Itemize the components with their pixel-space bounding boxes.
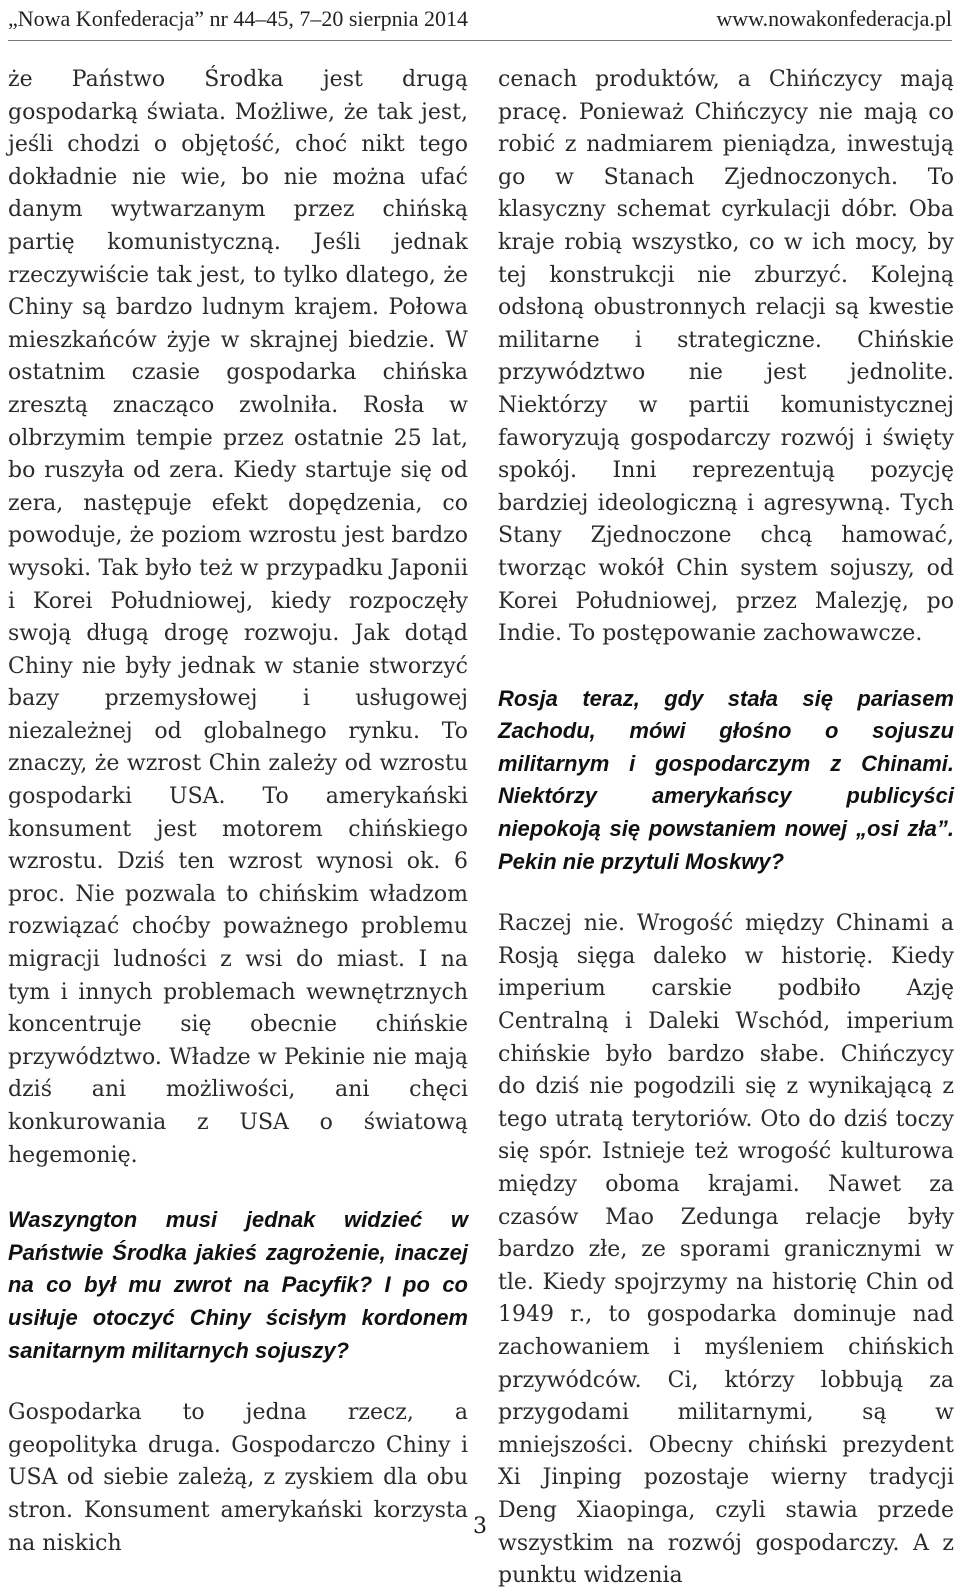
left-column bbox=[8, 64, 468, 1560]
right-column bbox=[498, 64, 954, 1593]
header-publication: „Nowa Konfederacja” nr 44–45, 7–20 sierpnia 2014 bbox=[8, 6, 469, 31]
interview-question: Rosja teraz, gdy stała się pariasem Zachodu, mówi głośno o sojuszu militarnym i gospodarczym z Chinami. Niektórzy amerykańscy publicyści niepokoją się powstaniem nowej „osi zła”. Pekin nie przytuli Moskwy? bbox=[498, 685, 954, 874]
header-website: www.nowakonfederacja.pl bbox=[716, 6, 952, 31]
body-paragraph: że Państwo Środka jest drugą gospodarką świata. Możliwe, że tak jest, jeśli chodzi o objętość, choć nikt tego dokładnie nie wie, bo nie można ufać danym wytwarzanym przez chińską partię komunistyczną. Jeśli jednak rzeczywiście tak jest, to tylko dlatego, że Chiny są bardzo ludnym krajem. Połowa mieszkańców żyje w skrajnej biedzie. W ostatnim czasie gospodarka chińska zresztą znacząco zwolniła. Rosła w olbrzymim tempie przez ostatnie 25 lat, bo ruszyła od zera. Kiedy startuje się od zera, następuje efekt dopędzenia, co powoduje, że poziom wzrostu jest bardzo wysoki. Tak było też w przypadku Japonii i Korei Południowej, kiedy rozpoczęły swoją długą drogę rozwoju. Jak dotąd Chiny nie były jednak w stanie stworzyć bazy przemysłowej i usługowej niezależnej od globalnego rynku. To znaczy, że wzrost Chin zależy od wzrostu gospodarki USA. To amerykański konsument jest motorem chińskiego wzrostu. Dziś ten wzrost wynosi ok. 6 proc. Nie pozwala to chińskim władzom rozwiązać choćby poważnego problemu migracji ludności z wsi do miast. I na tym i innych problemach wewnętrznych koncentruje się obecnie chińskie przywództwo. Władze w Pekinie nie mają dziś ani możliwości, ani chęci konkurowania z USA o światową hegemonię. bbox=[8, 67, 468, 1168]
body-paragraph: cenach produktów, a Chińczycy mają pracę. Ponieważ Chińczycy nie mają co robić z nadmiarem pieniądza, inwestują go w Stanach Zjednoczonych. To klasyczny schemat cyrkulacji dóbr. Oba kraje robią wszystko, co w ich mocy, by tej konstrukcji nie zburzyć. Kolejną odsłoną obustronnych relacji są kwestie militarne i strategiczne. Chińskie przywództwo nie jest jednolite. Niektórzy w partii komunistycznej faworyzują gospodarczy rozwój i święty spokój. Inni reprezentują pozycję bardziej ideologiczną i agresywną. Tych Stany Zjednoczone chcą hamować, tworząc wokół Chin system sojuszy, od Korei Południowej, przez Malezję, po Indie. To postępowanie zachowawcze. bbox=[498, 67, 954, 647]
page-number: 3 bbox=[473, 1514, 487, 1539]
interview-question: Waszyngton musi jednak widzieć w Państwie Środka jakieś zagrożenie, inaczej na co był mu zwrot na Pacyfik? I po co usiłuje otoczyć Chiny ścisłym kordonem sanitarnym militarnych sojuszy? bbox=[8, 1207, 468, 1363]
body-paragraph: Gospodarka to jedna rzecz, a geopolityka druga. Gospodarczo Chiny i USA od siebie zależą, z zyskiem dla obu stron. Konsument amerykański korzysta na niskich bbox=[8, 1400, 468, 1556]
running-header bbox=[8, 0, 952, 41]
body-paragraph: Raczej nie. Wrogość między Chinami a Rosją sięga daleko w historię. Kiedy imperium carskie podbiło Azję Centralną i Daleki Wschód, imperium chińskie było bardzo słabe. Chińczycy do dziś nie pogodzili się z wynikającą z tego utratą terytoriów. Oto do dziś toczy się spór. Istnieje też wrogość kulturowa między oboma krajami. Nawet za czasów Mao Zedunga relacje były bardzo złe, ze sporami granicznymi w tle. Kiedy spojrzymy na historię Chin od 1949 r., to gospodarka dominuje nad zachowaniem i myśleniem chińskich przywódców. Ci, którzy lobbują za przygodami militarnymi, są w mniejszości. Obecny chiński prezydent Xi Jinping pozostaje wierny tradycji Deng Xiaopinga, czyli stawia przede wszystkim na rozwój gospodarczy. A z punktu widzenia bbox=[498, 911, 954, 1589]
